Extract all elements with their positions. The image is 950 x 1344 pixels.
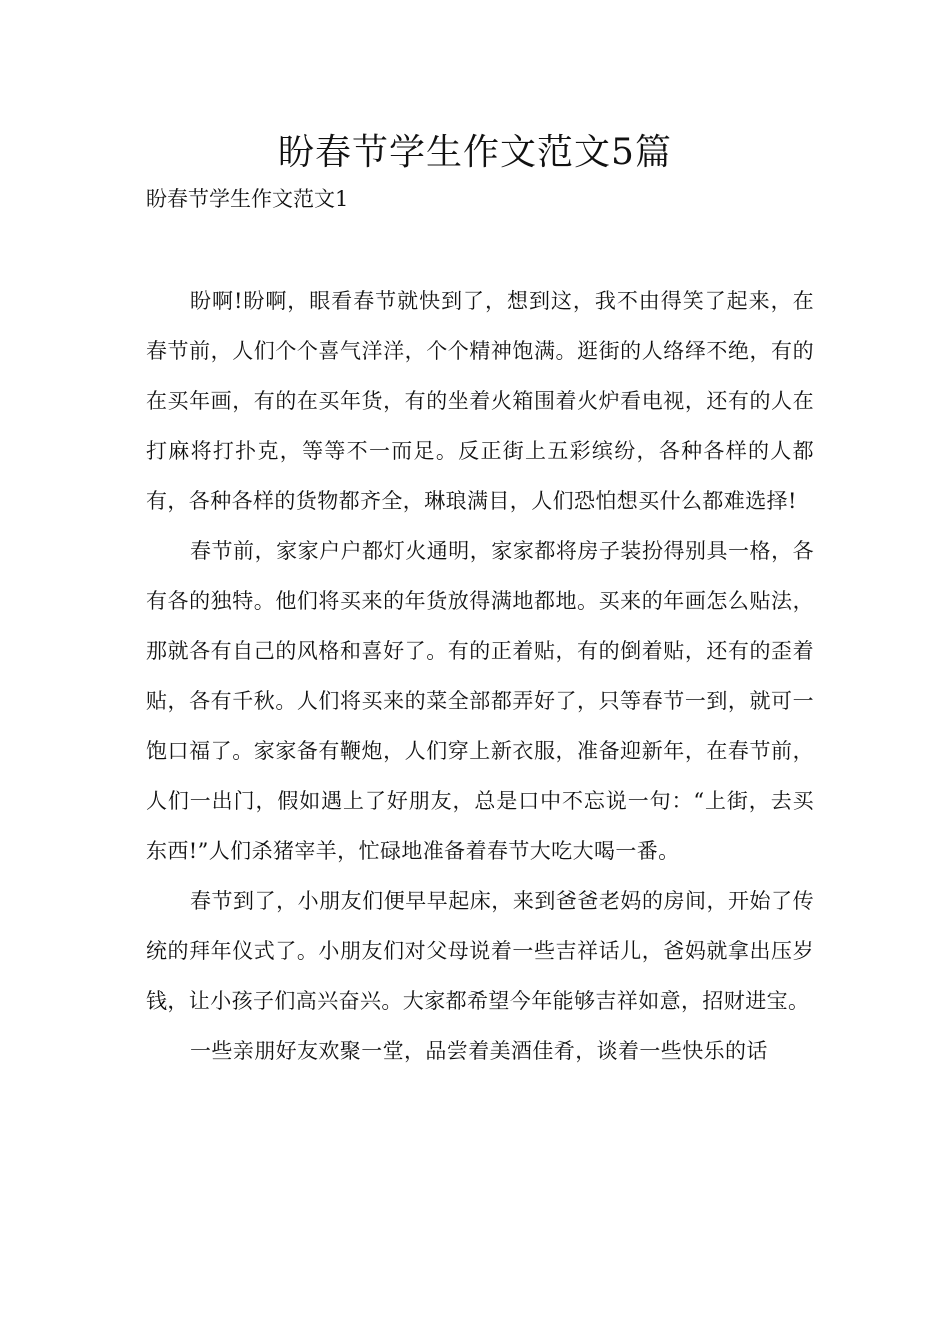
paragraph-1: 盼啊!盼啊，眼看春节就快到了，想到这，我不由得笑了起来，在春节前，人们个个喜气洋洋，个个精神饱满。逛街的人络绎不绝，有的在买年画，有的在买年货，有的坐着火箱围着火炉看电视，还有的人在打麻将打扑克，等等不一而足。反正街上五彩缤纷，各种各样的人都有，各种各样的货物都齐全，琳琅满目，人们恐怕想买什么都难选择!: [146, 289, 814, 513]
paragraph-2: 春节前，家家户户都灯火通明，家家都将房子装扮得别具一格，各有各的独特。他们将买来的年货放得满地都地。买来的年画怎么贴法，那就各有自己的风格和喜好了。有的正着贴，有的倒着贴，还有的歪着贴，各有千秋。人们将买来的菜全部都弄好了，只等春节一到，就可一饱口福了。家家备有鞭炮，人们穿上新衣服，准备迎新年，在春节前，人们一出门，假如遇上了好朋友，总是口中不忘说一句：“上街，去买东西!”人们杀猪宰羊，忙碌地准备着春节大吃大喝一番。: [146, 539, 814, 863]
paragraph-4: 一些亲朋好友欢聚一堂，品尝着美酒佳肴，谈着一些快乐的话: [190, 1039, 768, 1063]
document-body: [146, 276, 814, 1076]
paragraph-3: 春节到了，小朋友们便早早起床，来到爸爸老妈的房间，开始了传统的拜年仪式了。小朋友们对父母说着一些吉祥话儿，爸妈就拿出压岁钱，让小孩子们高兴奋兴。大家都希望今年能够吉祥如意，招财进宝。: [146, 889, 814, 1013]
document-subtitle: 盼春节学生作文范文1: [146, 187, 349, 211]
document-title: 盼春节学生作文范文5篇: [278, 132, 672, 173]
